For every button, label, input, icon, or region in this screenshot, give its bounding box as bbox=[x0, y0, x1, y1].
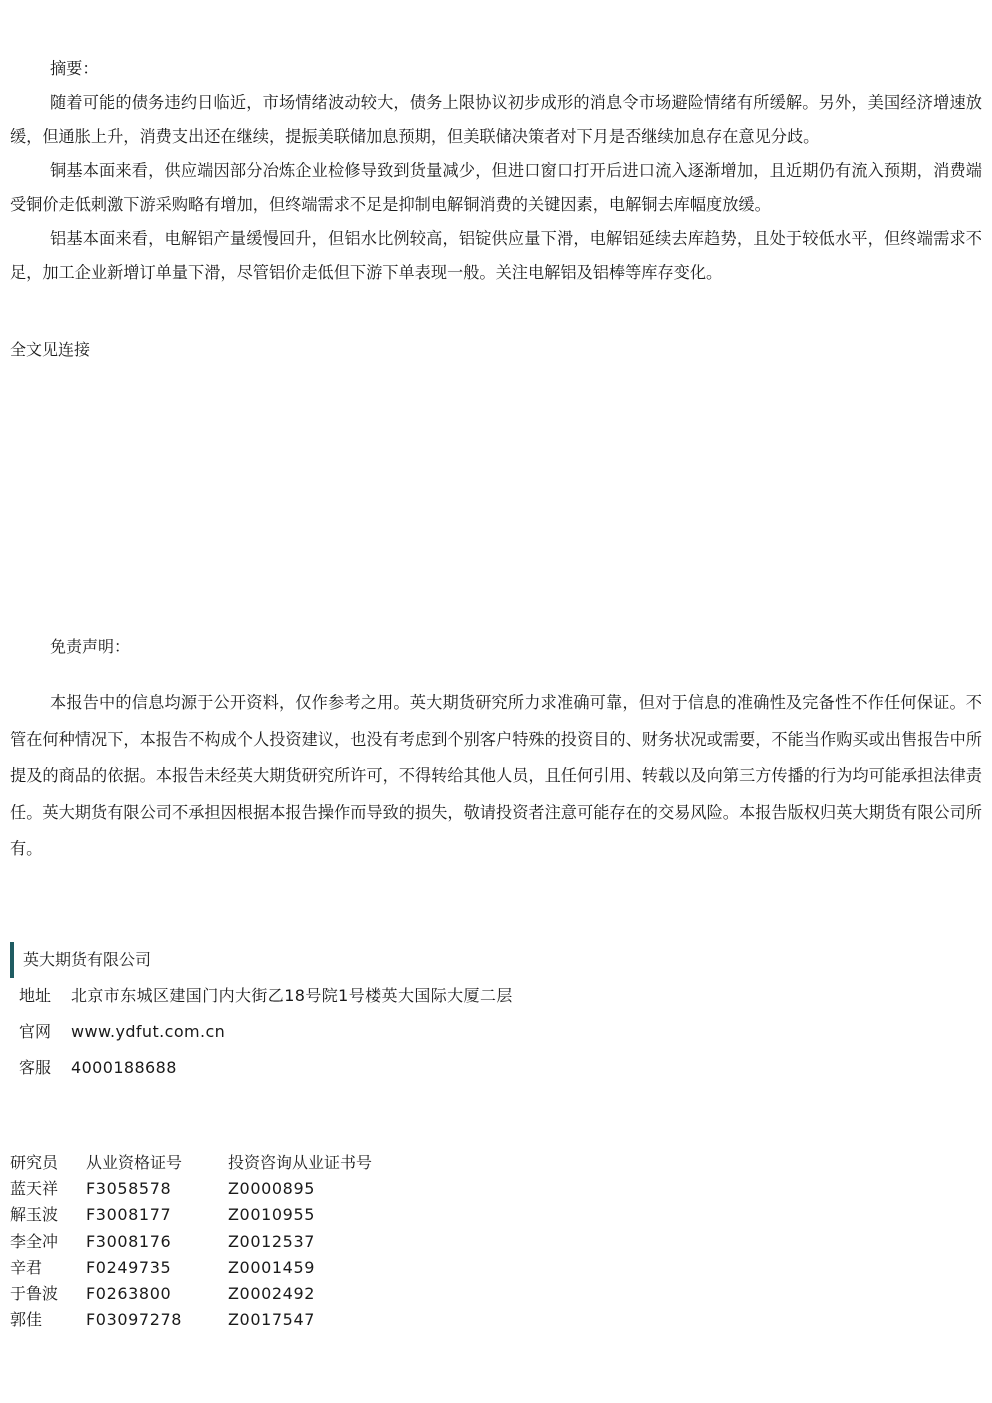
address-row bbox=[10, 978, 710, 1014]
header-researcher: 研究员 bbox=[10, 1153, 59, 1172]
header-consulting-cert-no: 投资咨询从业证书号 bbox=[228, 1153, 373, 1172]
table-row bbox=[10, 1307, 428, 1333]
table-header-row bbox=[10, 1150, 428, 1176]
abstract-paragraph-aluminum: 铝基本面来看，电解铝产量缓慢回升，但铝水比例较高，铝锭供应量下滑，电解铝延续去库趋势，且处于较低水平，但终端需求不足，加工企业新增订单量下滑，尽管铝价走低但下游下单表现一般。关注电解铝及铝棒等库存变化。 bbox=[10, 229, 982, 282]
website-link[interactable]: www.ydfut.com.cn bbox=[71, 1022, 226, 1041]
disclaimer-body: 本报告中的信息均源于公开资料，仅作参考之用。英大期货研究所力求准确可靠，但对于信息的准确性及完备性不作任何保证。不管在何种情况下，本报告不构成个人投资建议，也没有考虑到个别客户特殊的投资目的、财务状况或需要，不能当作购买或出售报告中所提及的商品的依据。本报告未经英大期货研究所许可，不得转给其他人员，且任何引用、转载以及向第三方传播的行为均可能承担法律责任。英大期货有限公司不承担因根据本报告操作而导致的损失，敬请投资者注意可能存在的交易风险。本报告版权归英大期货有限公司所有。 bbox=[10, 693, 982, 858]
consulting-cert-no: Z0012537 bbox=[228, 1231, 316, 1251]
qualification-no: F0249735 bbox=[86, 1257, 172, 1277]
consulting-cert-no: Z0002492 bbox=[228, 1284, 316, 1304]
researcher-name: 辛君 bbox=[10, 1257, 43, 1277]
researcher-name: 蓝天祥 bbox=[10, 1179, 59, 1199]
researcher-name: 解玉波 bbox=[10, 1205, 59, 1225]
disclaimer-heading: 免责声明： bbox=[50, 637, 131, 656]
fulltext-link[interactable]: 全文见连接 bbox=[10, 340, 91, 359]
table-row bbox=[10, 1229, 428, 1255]
website-row bbox=[10, 1014, 710, 1050]
table-row bbox=[10, 1281, 428, 1307]
header-qualification-no: 从业资格证号 bbox=[86, 1153, 183, 1172]
researcher-name: 李全冲 bbox=[10, 1231, 59, 1251]
researcher-table bbox=[10, 1150, 428, 1333]
table-row bbox=[10, 1202, 428, 1228]
consulting-cert-no: Z0000895 bbox=[228, 1179, 316, 1199]
qualification-no: F3008176 bbox=[86, 1231, 172, 1251]
company-contact-block bbox=[10, 942, 710, 1086]
abstract-section bbox=[10, 52, 982, 290]
service-row bbox=[10, 1050, 710, 1086]
consulting-cert-no: Z0010955 bbox=[228, 1205, 316, 1225]
service-label: 客服 bbox=[19, 1058, 52, 1077]
abstract-paragraph-copper: 铜基本面来看，供应端因部分冶炼企业检修导致到货量减少，但进口窗口打开后进口流入逐渐增加，且近期仍有流入预期，消费端受铜价走低刺激下游采购略有增加，但终端需求不足是抑制电解铜消费的关键因素，电解铜去库幅度放缓。 bbox=[10, 161, 982, 214]
table-row bbox=[10, 1255, 428, 1281]
table-row bbox=[10, 1176, 428, 1202]
address-label: 地址 bbox=[19, 986, 52, 1005]
abstract-paragraph-macro: 随着可能的债务违约日临近，市场情绪波动较大，债务上限协议初步成形的消息令市场避险情绪有所缓解。另外，美国经济增速放缓，但通胀上升，消费支出还在继续，提振美联储加息预期，但美联储决策者对下月是否继续加息存在意见分歧。 bbox=[10, 93, 982, 146]
abstract-label: 摘要： bbox=[50, 59, 99, 78]
consulting-cert-no: Z0001459 bbox=[228, 1257, 316, 1277]
website-label: 官网 bbox=[19, 1022, 52, 1041]
company-name: 英大期货有限公司 bbox=[10, 942, 710, 978]
qualification-no: F0263800 bbox=[86, 1284, 172, 1304]
qualification-no: F3058578 bbox=[86, 1179, 172, 1199]
qualification-no: F03097278 bbox=[86, 1310, 183, 1330]
researcher-name: 郭佳 bbox=[10, 1310, 43, 1330]
qualification-no: F3008177 bbox=[86, 1205, 172, 1225]
address-value: 北京市东城区建国门内大街乙18号院1号楼英大国际大厦二层 bbox=[71, 986, 513, 1005]
researcher-name: 于鲁波 bbox=[10, 1284, 59, 1304]
consulting-cert-no: Z0017547 bbox=[228, 1310, 316, 1330]
service-phone: 4000188688 bbox=[71, 1058, 177, 1077]
